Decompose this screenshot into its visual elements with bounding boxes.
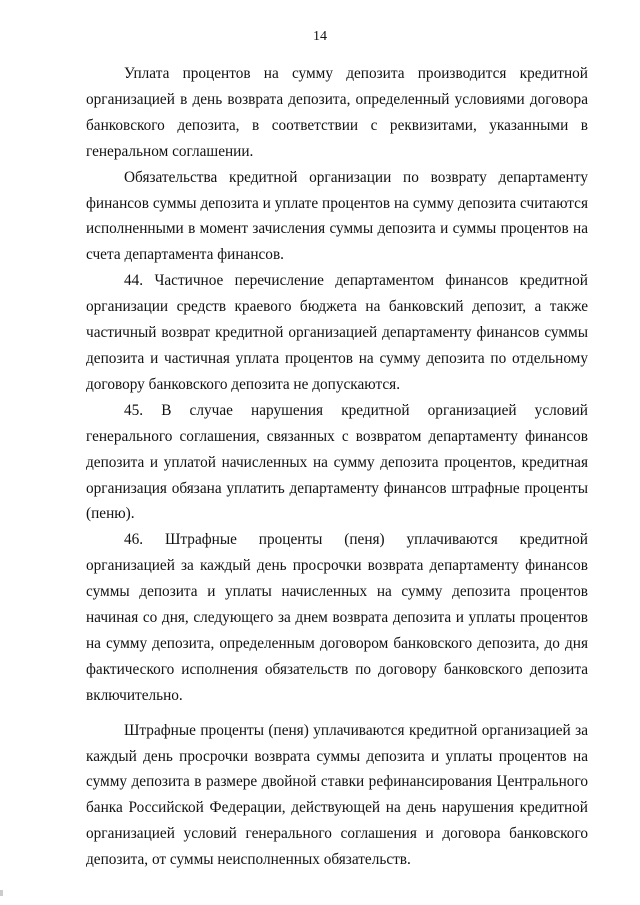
paragraph-interest-payment: Уплата процентов на сумму депозита производится кредитной организацией в день возврата депозита, определенный условиями договора банковского депозита, в соответствии с реквизитами, указанными в генеральном соглашении.: [86, 65, 588, 160]
page-number: 14: [313, 29, 327, 44]
paragraph-penalty-rate: Штрафные проценты (пеня) уплачиваются кредитной организацией за каждый день просрочки возврата суммы депозита и уплаты процентов на сумму депозита в размере двойной ставки рефинансирования Центрального банка Российской Федерации, действующей на день нарушения кредитной организацией условий генерального соглашения и договора банковского депозита, от суммы неисполненных обязательств.: [86, 721, 588, 869]
paragraph-clause-44: 44. Частичное перечисление департаментом финансов кредитной организации средств краевого бюджета на банковский депозит, а также частичный возврат кредитной организацией департаменту финансов суммы депозита и частичная уплата процентов на сумму депозита по отдельному договору банковского депозита не допускаются.: [86, 272, 588, 393]
paragraph-clause-45: 45. В случае нарушения кредитной организацией условий генерального соглашения, связанных с возвратом департаменту финансов депозита и уплатой начисленных на сумму депозита процентов, кредитная организация обязана уплатить департаменту финансов штрафные проценты (пеню).: [86, 401, 588, 523]
scan-edge-mark: [0, 890, 3, 896]
document-body: [86, 61, 588, 873]
paragraph-obligations-fulfilled: Обязательства кредитной организации по возврату департаменту финансов суммы депозита и уплате процентов на сумму депозита считаются исполненными в момент зачисления суммы депозита и суммы процентов на счета департамента финансов.: [86, 168, 588, 264]
paragraph-clause-46: 46. Штрафные проценты (пеня) уплачиваются кредитной организацией за каждый день просрочки возврата департаменту финансов суммы депозита и уплаты начисленных на сумму депозита процентов начиная со дня, следующего за днем возврата депозита и уплаты процентов на сумму депозита, определенным договором банковского депозита, до дня фактического исполнения обязательств по договору банковского депозита включительно.: [86, 531, 588, 704]
